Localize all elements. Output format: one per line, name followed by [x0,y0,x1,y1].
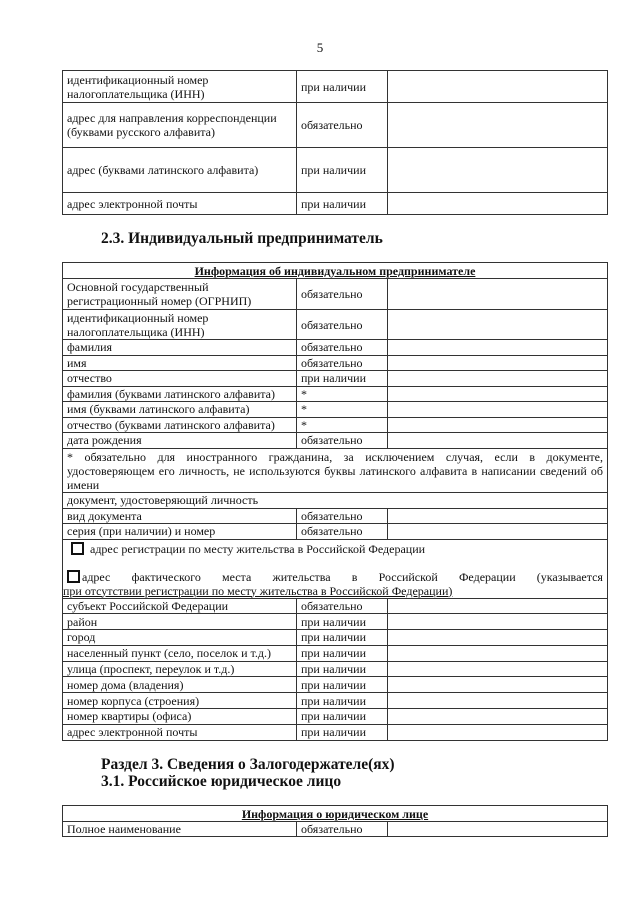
field-label: адрес для направления корреспонденции (буквами русского алфавита) [67,111,277,139]
table-row [63,147,607,192]
actual-address-label-word: жительства [272,569,331,584]
field-label: населенный пункт (село, поселок и т.д.) [67,646,271,661]
field-label: субъект Российской Федерации [67,598,229,613]
field-label: серия (при наличии) и номер [67,524,216,539]
requirement: при наличии [296,646,387,661]
table-row [63,692,607,708]
footnote-row [63,448,607,492]
requirement: обязательно [296,822,387,836]
value-cell[interactable] [387,371,607,386]
table-row [63,629,607,645]
requirement: при наличии [296,725,387,740]
requirement: * [296,402,387,417]
requirement: * [296,418,387,433]
value-cell[interactable] [387,433,607,448]
table-row [63,370,607,386]
requirement: при наличии [296,662,387,677]
registration-address-option[interactable] [67,542,603,570]
field-label: адрес электронной почты [67,196,198,211]
field-label: адрес электронной почты [67,725,198,740]
actual-address-label-word: Федерации [458,569,516,584]
field-label: отчество (буквами латинского алфавита) [67,417,275,432]
section-subheading-3-1: 3.1. Российское юридическое лицо [101,773,342,790]
requirement: обязательно [296,340,387,355]
field-label: номер корпуса (строения) [67,693,200,708]
requirement: обязательно [296,356,387,371]
registration-address-label: адрес регистрации по месту жительства в Российской Федерации [90,541,426,556]
field-label: идентификационный номер налогоплательщика (ИНН) [67,310,209,339]
id-document-title-row [63,492,607,508]
requirement: при наличии [296,71,387,102]
requirement: обязательно [296,103,387,147]
value-cell[interactable] [387,822,607,836]
requirement: при наличии [296,630,387,645]
field-label: фамилия [67,340,113,355]
field-label: адрес (буквами латинского алфавита) [67,163,259,177]
value-cell[interactable] [387,71,607,102]
value-cell[interactable] [387,509,607,524]
value-cell[interactable] [387,418,607,433]
table-row [63,401,607,417]
table-row [63,508,607,524]
table-header: Информация о юридическом лице [241,806,429,821]
field-label: номер квартиры (офиса) [67,709,192,724]
field-label: вид документа [67,508,142,523]
value-cell[interactable] [387,677,607,692]
value-cell[interactable] [387,148,607,192]
table-row [63,339,607,355]
value-cell[interactable] [387,524,607,539]
value-cell[interactable] [387,193,607,214]
requirement: при наличии [296,693,387,708]
field-label: имя (буквами латинского алфавита) [67,402,250,417]
value-cell[interactable] [387,103,607,147]
requirement: обязательно [296,599,387,614]
individual-entrepreneur-table [62,262,608,741]
table-row [63,523,607,539]
field-label: фамилия (буквами латинского алфавита) [67,386,275,401]
field-label: отчество [67,371,112,386]
table-row [63,645,607,661]
actual-address-option[interactable] [67,570,603,584]
value-cell[interactable] [387,402,607,417]
requirement: обязательно [296,310,387,339]
table-row [63,278,607,309]
requirement: при наличии [296,614,387,629]
value-cell[interactable] [387,709,607,724]
value-cell[interactable] [387,387,607,402]
requirement: * [296,387,387,402]
table-row [63,192,607,214]
value-cell[interactable] [387,662,607,677]
table-row [63,676,607,692]
field-label: Основной государственный регистрационный номер (ОГРНИП) [67,280,252,308]
requirement: при наличии [296,193,387,214]
actual-address-label-word: Российской [378,569,438,584]
value-cell[interactable] [387,693,607,708]
requirement: при наличии [296,371,387,386]
address-type-options [63,540,607,598]
table-header: Информация об индивидуальном предпринимателе [194,263,476,278]
actual-address-label-word: фактического [131,569,201,584]
actual-address-label-word: в [351,569,358,584]
value-cell[interactable] [387,356,607,371]
page-number: 5 [316,40,324,55]
actual-address-label-word: адрес [82,569,111,584]
actual-address-label-line2: при отсутствии регистрации по месту жительства в Российской Федерации) [63,583,453,598]
requirement: при наличии [296,709,387,724]
value-cell[interactable] [387,725,607,740]
table-row [63,613,607,629]
field-label: Полное наименование [67,822,181,836]
value-cell[interactable] [387,646,607,661]
field-label: идентификационный номер налогоплательщика (ИНН) [67,72,209,101]
requirement: при наличии [296,148,387,192]
table-row [63,821,607,836]
actual-address-checkbox[interactable] [67,570,80,583]
table-row [63,102,607,147]
section-heading-2-3: 2.3. Индивидуальный предприниматель [101,230,383,247]
table-row [63,432,607,448]
id-document-title: документ, удостоверяющий личность [67,492,259,507]
legal-entity-table [62,805,608,837]
requirement: обязательно [296,433,387,448]
field-label: имя [67,355,87,370]
value-cell[interactable] [387,614,607,629]
table-row [63,71,607,102]
requirement: обязательно [296,509,387,524]
value-cell[interactable] [387,310,607,339]
table-row [63,417,607,433]
table-row [63,355,607,371]
requirement: при наличии [296,677,387,692]
value-cell[interactable] [387,599,607,614]
table-continued [62,70,608,215]
table-row [63,661,607,677]
table-row [63,708,607,724]
table-row [63,598,607,614]
field-label: улица (проспект, переулок и т.д.) [67,662,235,677]
address-type-row [63,539,607,598]
field-label: район [67,614,98,629]
requirement: обязательно [296,524,387,539]
field-label: дата рождения [67,433,142,448]
actual-address-label-word: (указывается [536,569,603,584]
table-row [63,309,607,339]
requirement: обязательно [296,279,387,309]
footnote-text: * обязательно для иностранного гражданина, за исключением случая, если в документе, удостоверяющем его личность, не используются буквы латинского алфавита в написании сведений об имени [67,449,603,492]
actual-address-label-word: места [222,569,252,584]
value-cell[interactable] [387,279,607,309]
field-label: номер дома (владения) [67,677,184,692]
value-cell[interactable] [387,340,607,355]
field-label: город [67,630,96,645]
table-row [63,386,607,402]
section-heading-3: Раздел 3. Сведения о Залогодержателе(ях) [101,756,395,773]
value-cell[interactable] [387,630,607,645]
registration-address-checkbox[interactable] [71,542,84,555]
table-row [63,724,607,740]
